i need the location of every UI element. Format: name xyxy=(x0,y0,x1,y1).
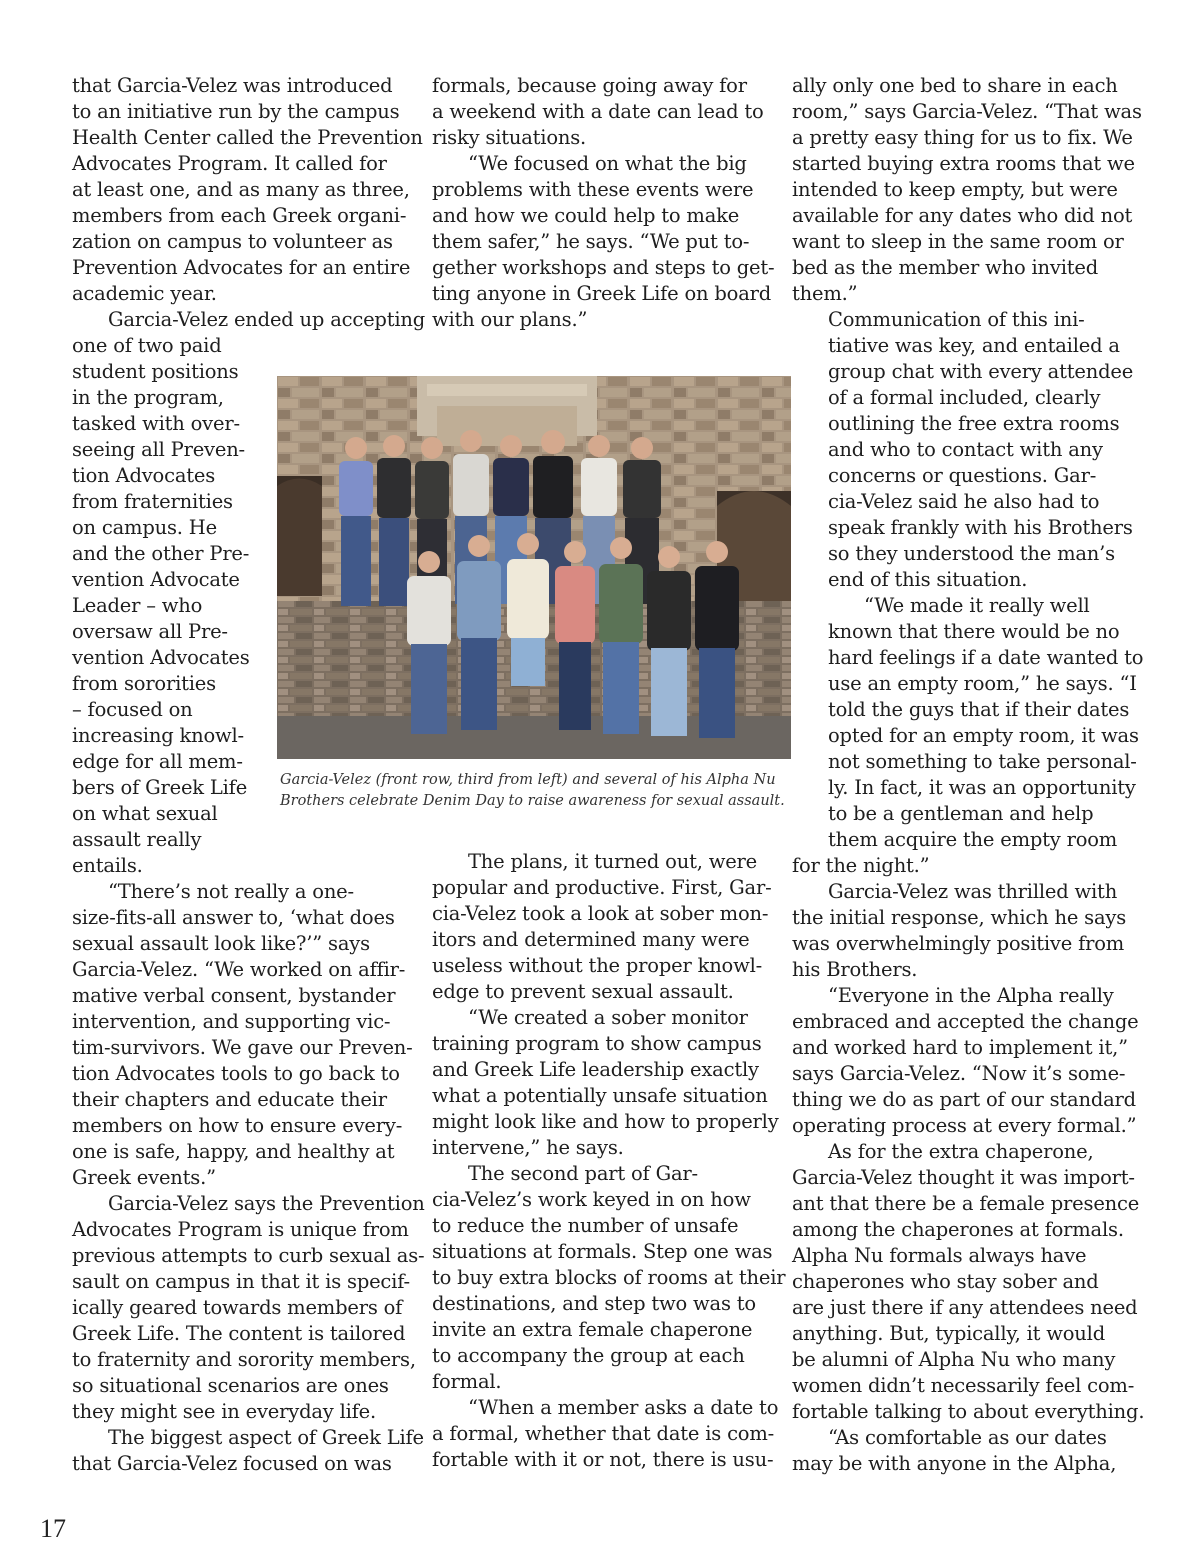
text-line: and Greek Life leadership exactly xyxy=(432,1058,759,1081)
text-line: them safer,” he says. “We put to- xyxy=(432,230,750,253)
caption-line: Garcia-Velez (front row, third from left) and several of his Alpha Nu xyxy=(280,772,776,788)
article-column-3 xyxy=(792,73,1145,1477)
text-line: anything. But, typically, it would xyxy=(792,1322,1105,1345)
text-line: oversaw all Pre- xyxy=(72,620,228,643)
text-line: intervene,” he says. xyxy=(432,1136,624,1159)
text-line: to be a gentleman and help xyxy=(828,802,1094,825)
text-line: concerns or questions. Gar- xyxy=(828,464,1097,487)
text-line: cia-Velez said he also had to xyxy=(828,490,1100,513)
text-line: what a potentially unsafe situation xyxy=(432,1084,768,1107)
text-line: Garcia-Velez was thrilled with xyxy=(828,880,1118,903)
text-line: available for any dates who did not xyxy=(792,204,1133,227)
text-line: Garcia-Velez. “We worked on affir- xyxy=(72,958,406,981)
text-line: so they understood the man’s xyxy=(828,542,1115,565)
text-line: and who to contact with any xyxy=(828,438,1103,461)
text-line: Garcia-Velez thought it was import- xyxy=(792,1166,1135,1189)
text-line: told the guys that if their dates xyxy=(828,698,1130,721)
text-line: of a formal included, clearly xyxy=(828,386,1101,409)
text-line: thing we do as part of our standard xyxy=(792,1088,1136,1111)
text-line: and how we could help to make xyxy=(432,204,740,227)
text-line: increasing knowl- xyxy=(72,724,244,747)
text-line: formals, because going away for xyxy=(432,74,747,97)
text-line: hard feelings if a date wanted to xyxy=(828,646,1144,669)
text-line: entails. xyxy=(72,854,143,877)
text-line: to reduce the number of unsafe xyxy=(432,1214,739,1237)
text-line: ically geared towards members of xyxy=(72,1296,403,1319)
text-line: Alpha Nu formals always have xyxy=(792,1244,1087,1267)
text-line: so situational scenarios are ones xyxy=(72,1374,389,1397)
text-line: situations at formals. Step one was xyxy=(432,1240,773,1263)
text-line: are just there if any attendees need xyxy=(792,1296,1138,1319)
text-line: bed as the member who invited xyxy=(792,256,1099,279)
text-line: one is safe, happy, and healthy at xyxy=(72,1140,395,1163)
text-line: “We created a sober monitor xyxy=(468,1006,748,1029)
text-line: chaperones who stay sober and xyxy=(792,1270,1099,1293)
text-line: speak frankly with his Brothers xyxy=(828,516,1133,539)
text-line: they might see in everyday life. xyxy=(72,1400,377,1423)
text-line: vention Advocates xyxy=(72,646,250,669)
text-line: tiative was key, and entailed a xyxy=(828,334,1120,357)
text-line: and worked hard to implement it,” xyxy=(792,1036,1128,1059)
text-line: “Everyone in the Alpha really xyxy=(828,984,1114,1007)
text-line: – focused on xyxy=(72,698,193,721)
text-line: opted for an empty room, it was xyxy=(828,724,1139,747)
text-line: a weekend with a date can lead to xyxy=(432,100,764,123)
text-line: for the night.” xyxy=(792,854,930,877)
text-line: from fraternities xyxy=(72,490,233,513)
text-line: on what sexual xyxy=(72,802,218,825)
text-line: may be with anyone in the Alpha, xyxy=(792,1452,1117,1475)
text-line: from sororities xyxy=(72,672,216,695)
text-line: to fraternity and sorority members, xyxy=(72,1348,416,1371)
text-line: Advocates Program is unique from xyxy=(72,1218,409,1241)
text-line: mative verbal consent, bystander xyxy=(72,984,396,1007)
text-line: “As comfortable as our dates xyxy=(828,1426,1107,1449)
text-line: one of two paid xyxy=(72,334,222,357)
group-photo xyxy=(277,376,791,759)
text-line: was overwhelmingly positive from xyxy=(792,932,1125,955)
text-line: The biggest aspect of Greek Life xyxy=(108,1426,424,1449)
text-line: “We focused on what the big xyxy=(468,152,747,175)
text-line: says Garcia-Velez. “Now it’s some- xyxy=(792,1062,1126,1085)
text-line: Garcia-Velez says the Prevention xyxy=(108,1192,425,1215)
text-line: seeing all Preven- xyxy=(72,438,245,461)
text-line: invite an extra female chaperone xyxy=(432,1318,753,1341)
photo-caption xyxy=(280,770,800,812)
text-line: tasked with over- xyxy=(72,412,240,435)
text-line: formal. xyxy=(432,1370,502,1393)
text-line: and the other Pre- xyxy=(72,542,250,565)
text-line: ant that there be a female presence xyxy=(792,1192,1140,1215)
text-line: want to sleep in the same room or xyxy=(792,230,1124,253)
text-line: previous attempts to curb sexual as- xyxy=(72,1244,425,1267)
text-line: Leader – who xyxy=(72,594,203,617)
text-line: “There’s not really a one- xyxy=(108,880,354,903)
text-line: ting anyone in Greek Life on board xyxy=(432,282,772,305)
text-line: assault really xyxy=(72,828,202,851)
text-line: fortable with it or not, there is usu- xyxy=(432,1448,774,1471)
text-line: ly. In fact, it was an opportunity xyxy=(828,776,1136,799)
text-line: cia-Velez’s work keyed in on how xyxy=(432,1188,751,1211)
article-column-2-bottom xyxy=(432,849,786,1473)
text-line: embraced and accepted the change xyxy=(792,1010,1139,1033)
text-line: ally only one bed to share in each xyxy=(792,74,1118,97)
text-line: destinations, and step two was to xyxy=(432,1292,756,1315)
text-line: them.” xyxy=(792,282,858,305)
text-line: problems with these events were xyxy=(432,178,754,201)
text-line: at least one, and as many as three, xyxy=(72,178,410,201)
text-line: on campus. He xyxy=(72,516,217,539)
text-line: might look like and how to properly xyxy=(432,1110,779,1133)
text-line: student positions xyxy=(72,360,239,383)
article-column-2-top xyxy=(432,73,775,333)
text-line: that Garcia-Velez focused on was xyxy=(72,1452,392,1475)
text-line: use an empty room,” he says. “I xyxy=(828,672,1137,695)
text-line: in the program, xyxy=(72,386,224,409)
text-line: size-fits-all answer to, ‘what does xyxy=(72,906,395,929)
text-line: “When a member asks a date to xyxy=(468,1396,779,1419)
text-line: among the chaperones at formals. xyxy=(792,1218,1124,1241)
text-line: with our plans.” xyxy=(432,308,588,331)
text-line: tim-survivors. We gave our Preven- xyxy=(72,1036,413,1059)
text-line: the initial response, which he says xyxy=(792,906,1127,929)
text-line: academic year. xyxy=(72,282,217,305)
text-line: group chat with every attendee xyxy=(828,360,1134,383)
text-line: members on how to ensure every- xyxy=(72,1114,403,1137)
text-line: tion Advocates tools to go back to xyxy=(72,1062,400,1085)
text-line: edge to prevent sexual assault. xyxy=(432,980,734,1003)
text-line: Prevention Advocates for an entire xyxy=(72,256,411,279)
text-line: their chapters and educate their xyxy=(72,1088,387,1111)
text-line: outlining the free extra rooms xyxy=(828,412,1120,435)
text-line: useless without the proper knowl- xyxy=(432,954,763,977)
text-line: them acquire the empty room xyxy=(828,828,1118,851)
text-line: fortable talking to about everything. xyxy=(792,1400,1145,1423)
text-line: sexual assault look like?’” says xyxy=(72,932,370,955)
text-line: be alumni of Alpha Nu who many xyxy=(792,1348,1116,1371)
text-line: training program to show campus xyxy=(432,1032,762,1055)
text-line: The plans, it turned out, were xyxy=(468,850,758,873)
text-line: cia-Velez took a look at sober mon- xyxy=(432,902,769,925)
text-line: “We made it really well xyxy=(864,594,1090,617)
text-line: Greek Life. The content is tailored xyxy=(72,1322,406,1345)
text-line: a formal, whether that date is com- xyxy=(432,1422,775,1445)
page-number: 17 xyxy=(40,1514,66,1543)
text-line: to buy extra blocks of rooms at their xyxy=(432,1266,786,1289)
text-line: a pretty easy thing for us to fix. We xyxy=(792,126,1133,149)
text-line: vention Advocate xyxy=(72,568,240,591)
text-line: known that there would be no xyxy=(828,620,1120,643)
text-line: intended to keep empty, but were xyxy=(792,178,1118,201)
text-line: room,” says Garcia-Velez. “That was xyxy=(792,100,1142,123)
text-line: Greek events.” xyxy=(72,1166,216,1189)
text-line: As for the extra chaperone, xyxy=(828,1140,1094,1163)
text-line: operating process at every formal.” xyxy=(792,1114,1137,1137)
text-line: that Garcia-Velez was introduced xyxy=(72,74,393,97)
text-line: started buying extra rooms that we xyxy=(792,152,1135,175)
text-line: his Brothers. xyxy=(792,958,918,981)
text-line: itors and determined many were xyxy=(432,928,750,951)
caption-line: Brothers celebrate Denim Day to raise awareness for sexual assault. xyxy=(280,793,785,809)
text-line: women didn’t necessarily feel com- xyxy=(792,1374,1135,1397)
text-line: intervention, and supporting vic- xyxy=(72,1010,391,1033)
text-line: bers of Greek Life xyxy=(72,776,248,799)
text-line: members from each Greek organi- xyxy=(72,204,407,227)
text-line: to accompany the group at each xyxy=(432,1344,745,1367)
text-line: zation on campus to volunteer as xyxy=(72,230,393,253)
text-line: Advocates Program. It called for xyxy=(72,152,387,175)
text-line: The second part of Gar- xyxy=(468,1162,698,1185)
text-line: Communication of this ini- xyxy=(828,308,1085,331)
text-line: to an initiative run by the campus xyxy=(72,100,400,123)
text-line: Garcia-Velez ended up accepting xyxy=(108,308,426,331)
text-line: sault on campus in that it is specif- xyxy=(72,1270,410,1293)
text-line: tion Advocates xyxy=(72,464,216,487)
text-line: not something to take personal- xyxy=(828,750,1137,773)
text-line: end of this situation. xyxy=(828,568,1028,591)
text-line: risky situations. xyxy=(432,126,587,149)
text-line: Health Center called the Prevention xyxy=(72,126,423,149)
text-line: edge for all mem- xyxy=(72,750,243,773)
text-line: popular and productive. First, Gar- xyxy=(432,876,772,899)
text-line: gether workshops and steps to get- xyxy=(432,256,775,279)
